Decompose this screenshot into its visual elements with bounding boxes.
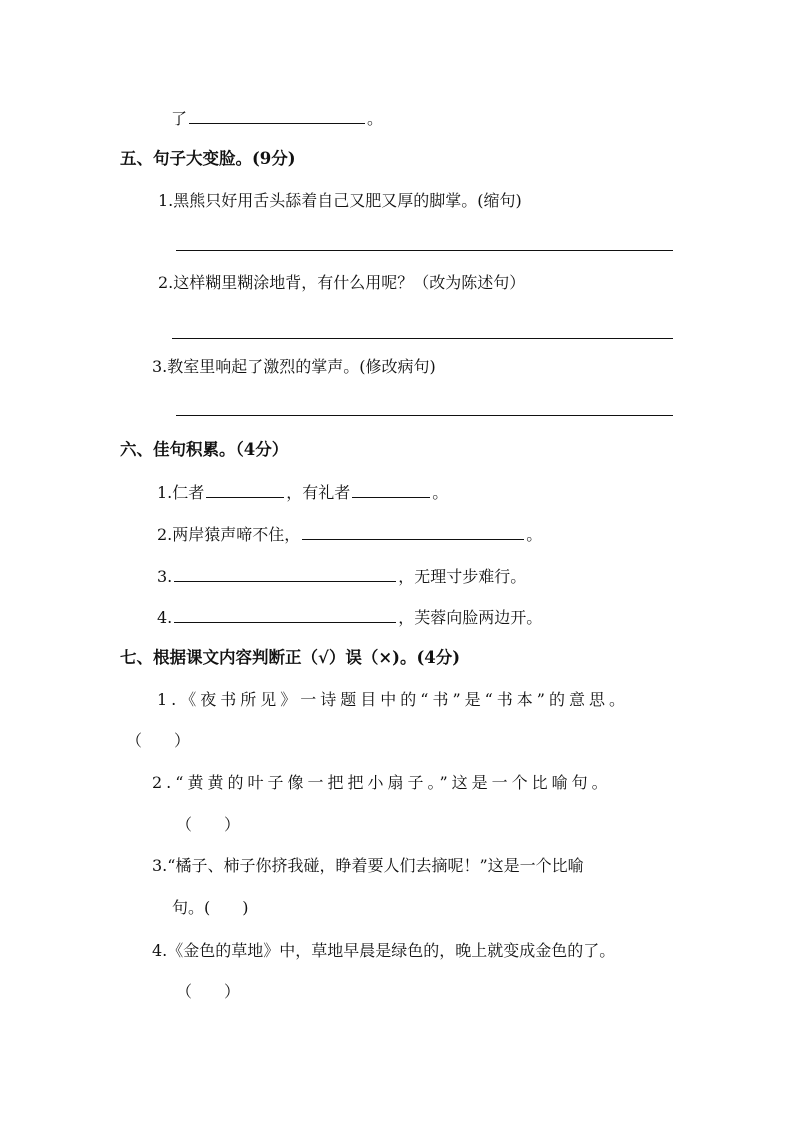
- section5-answer-line-2[interactable]: [172, 338, 673, 339]
- section7-question-3: 3.“橘子、柿子你挤我碰，睁着要人们去摘呢！”这是一个比喻: [152, 856, 584, 875]
- section5-question-2: 2.这样糊里糊涂地背，有什么用呢？（改为陈述句）: [158, 273, 526, 292]
- answer-blank[interactable]: [206, 482, 284, 498]
- section6-q1-text-b: ，有礼者: [286, 483, 351, 502]
- section5-answer-line-3[interactable]: [176, 415, 673, 416]
- section6-q4-text-a: 4.: [157, 608, 173, 627]
- section6-q2-text-b: 。: [526, 525, 543, 544]
- answer-blank[interactable]: [174, 607, 396, 623]
- section6-q3-text-b: ，无理寸步难行。: [398, 567, 527, 586]
- section5-heading: 五、句子大变脸。(9分): [120, 149, 296, 168]
- section6-question-2: [157, 524, 542, 545]
- section6-question-3: [157, 566, 526, 587]
- continuation-suffix: 。: [367, 109, 384, 128]
- section7-question-1: 1.《夜书所见》一诗题目中的“书”是“书本”的意思。: [157, 690, 629, 709]
- answer-blank[interactable]: [174, 566, 396, 582]
- answer-blank[interactable]: [352, 482, 430, 498]
- section6-question-4: [157, 607, 542, 628]
- section7-q2-answer-paren[interactable]: （ ）: [176, 815, 241, 834]
- section6-q1-text-a: 1.仁者: [157, 483, 205, 502]
- section7-q1-answer-paren[interactable]: （ ）: [126, 731, 191, 750]
- section7-question-2: 2.“黄黄的叶子像一把把小扇子。”这是一个比喻句。: [152, 773, 612, 792]
- section5-answer-line-1[interactable]: [176, 250, 673, 251]
- section7-question-4: 4.《金色的草地》中，草地早晨是绿色的，晚上就变成金色的了。: [152, 941, 616, 960]
- section5-question-1: 1.黑熊只好用舌头舔着自己又肥又厚的脚掌。(缩句): [158, 191, 522, 210]
- section6-q3-text-a: 3.: [157, 567, 173, 586]
- continuation-prefix: 了: [171, 109, 188, 128]
- section6-q1-text-c: 。: [432, 483, 449, 502]
- section7-q4-answer-paren[interactable]: （ ）: [176, 982, 241, 1001]
- continuation-line: [171, 108, 383, 129]
- section7-q3-continuation: 句。( ): [172, 898, 249, 917]
- answer-blank[interactable]: [189, 108, 365, 124]
- section7-heading: 七、根据课文内容判断正（√）误（×)。(4分): [120, 648, 461, 667]
- answer-blank[interactable]: [302, 524, 524, 540]
- section6-heading: 六、佳句积累。（4分）: [120, 440, 289, 459]
- section6-question-1: [157, 482, 448, 503]
- section6-q4-text-b: ，芙蓉向脸两边开。: [398, 608, 543, 627]
- section6-q2-text-a: 2.两岸猿声啼不住，: [157, 525, 301, 544]
- section5-question-3: 3.教室里响起了激烈的掌声。(修改病句): [152, 357, 436, 376]
